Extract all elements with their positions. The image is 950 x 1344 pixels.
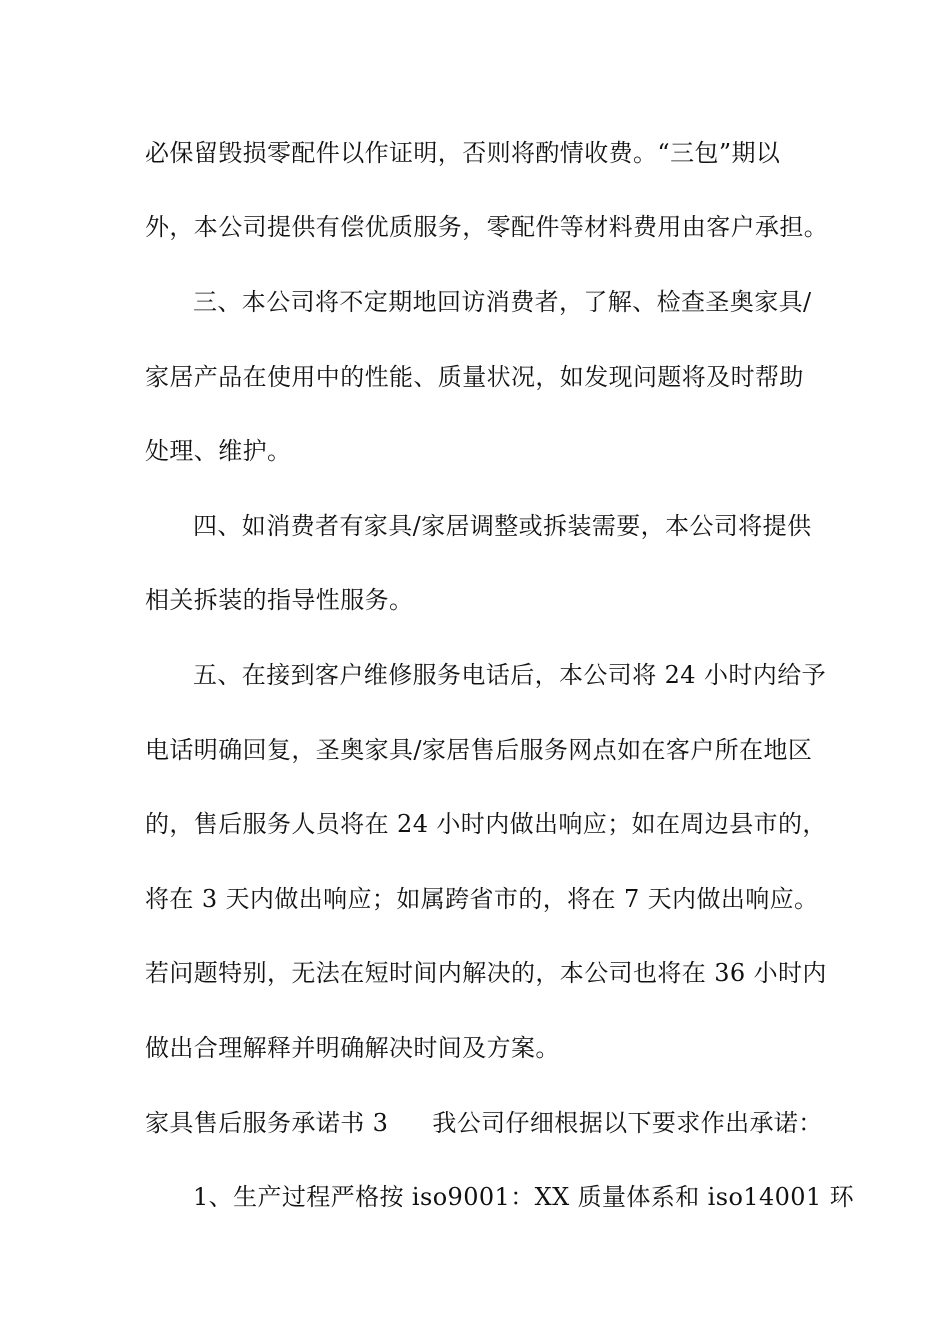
paragraph-line: 做出合理解释并明确解决时间及方案。 bbox=[145, 1034, 560, 1062]
section-heading-line bbox=[145, 1107, 823, 1139]
paragraph-line: 1、生产过程严格按 iso9001：XX 质量体系和 iso14001 环 bbox=[193, 1183, 855, 1211]
paragraph-line: 家居产品在使用中的性能、质量状况，如发现问题将及时帮助 bbox=[145, 363, 804, 391]
section-title: 家具售后服务承诺书 3 bbox=[145, 1109, 389, 1137]
paragraph-line: 相关拆装的指导性服务。 bbox=[145, 586, 414, 614]
paragraph-line: 五、在接到客户维修服务电话后，本公司将 24 小时内给予 bbox=[193, 661, 826, 689]
paragraph-line: 三、本公司将不定期地回访消费者，了解、检查圣奥家具/ bbox=[193, 288, 812, 316]
paragraph-line: 外，本公司提供有偿优质服务，零配件等材料费用由客户承担。 bbox=[145, 213, 829, 241]
paragraph-line: 处理、维护。 bbox=[145, 437, 292, 465]
paragraph-line: 将在 3 天内做出响应；如属跨省市的，将在 7 天内做出响应。 bbox=[145, 885, 819, 913]
section-intro: 我公司仔细根据以下要求作出承诺： bbox=[432, 1109, 823, 1137]
paragraph-line: 电话明确回复，圣奥家具/家居售后服务网点如在客户所在地区 bbox=[145, 736, 813, 764]
paragraph-line: 必保留毁损零配件以作证明，否则将酌情收费。“三包”期以 bbox=[145, 139, 781, 167]
paragraph-line: 的，售后服务人员将在 24 小时内做出响应；如在周边县市的， bbox=[145, 810, 827, 838]
paragraph-line: 四、如消费者有家具/家居调整或拆装需要，本公司将提供 bbox=[193, 512, 812, 540]
paragraph-line: 若问题特别，无法在短时间内解决的，本公司也将在 36 小时内 bbox=[145, 959, 827, 987]
